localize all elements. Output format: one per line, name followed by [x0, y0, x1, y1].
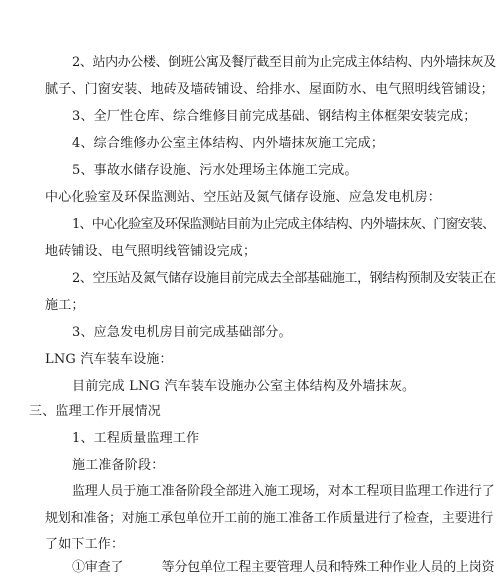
- text-line: 2、空压站及氮气储存设施目前完成去全部基础施工，钢结构预制及安装正在: [72, 271, 496, 286]
- text-line: 地砖铺设、电气照明线管铺设完成；: [45, 244, 257, 259]
- text-line: 监理人员于施工准备阶段全部进入施工现场，对本工程项目监理工作进行了: [72, 484, 495, 499]
- text-line: 1、中心化验室及环保监测站目前为止完成主体结构、内外墙抹灰、门窗安装、: [72, 217, 495, 232]
- text-line: 施工准备阶段：: [72, 458, 165, 473]
- text-line: 腻子、门窗安装、地砖及墙砖铺设、给排水、屋面防水、电气照明线管铺设；: [45, 82, 494, 97]
- text-line: 施工；: [45, 298, 85, 313]
- text-line: LNG 汽车装车设施：: [45, 352, 173, 367]
- text-line: 目前完成 LNG 汽车装车设施办公室主体结构及外墙抹灰。: [72, 379, 416, 394]
- text-line: ①审查了 等分包单位工程主要管理人员和特殊工种作业人员的上岗资: [72, 560, 495, 575]
- text-line: 规划和准备；对施工承包单位开工前的施工准备工作质量进行了检查，主要进行: [45, 511, 494, 526]
- text-line: 3、全厂性仓库、综合维修目前完成基础、钢结构主体框架安装完成；: [72, 109, 477, 124]
- text-line: 中心化验室及环保监测站、空压站及氮气储存设施、应急发电机房：: [45, 190, 442, 205]
- subsection-heading: 1、工程质量监理工作: [72, 431, 200, 446]
- text-line: 4、综合维修办公室主体结构、内外墙抹灰施工完成；: [72, 136, 385, 151]
- text-line: 2、站内办公楼、倒班公寓及餐厅截至目前为止完成主体结构、内外墙抹灰及: [72, 55, 496, 70]
- text-line: 了如下工作：: [45, 537, 125, 552]
- section-heading: 三、监理工作开展情况: [29, 404, 162, 419]
- text-line: 3、应急发电机房目前完成基础部分。: [72, 325, 292, 340]
- text-line: 5、事故水储存设施、污水处理场主体施工完成。: [72, 163, 358, 178]
